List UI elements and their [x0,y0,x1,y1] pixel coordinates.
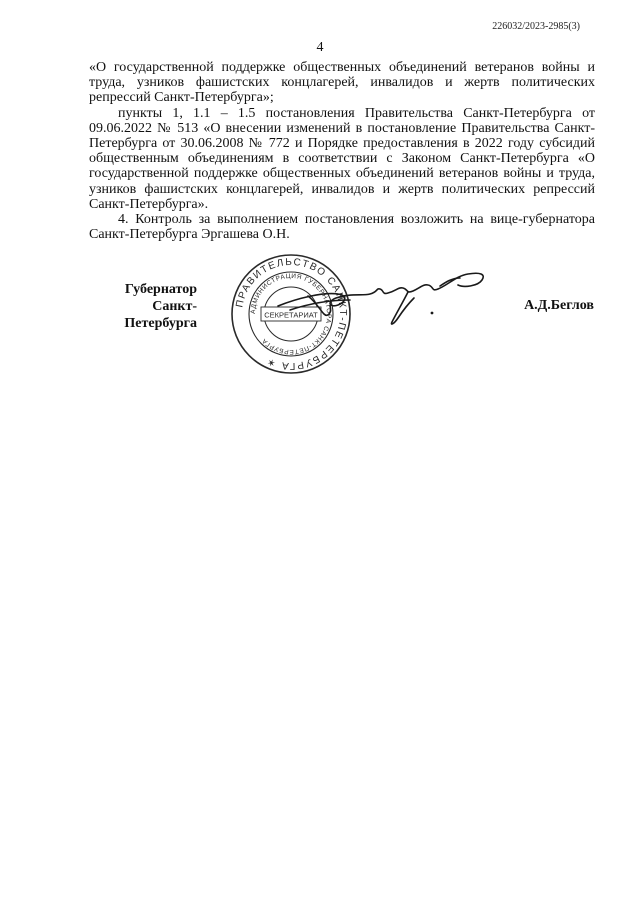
signatory-position-line-1: Губернатор [124,282,197,297]
document-registration-number: 226032/2023-2985(3) [492,21,580,32]
signatory-position [89,281,197,332]
document-body [89,60,595,242]
svg-text:ПРАВИТЕЛЬСТВО САНКТ-ПЕТЕРБУРГА: ПРАВИТЕЛЬСТВО САНКТ-ПЕТЕРБУРГА ✶ [234,256,349,372]
paragraph-repealed-points: пункты 1, 1.1 – 1.5 постановления Правительства Санкт-Петербурга от 09.06.2022 № 513 «О внесении изменений в постановление Правительства Санкт-Петербурга от 30.06.2008 № 772 и Порядке предоставления в 2022 году субсидий общественным объединениям в соответствии с Законом Санкт-Петербурга «О государственной поддержке общественных объединений ветеранов войны и труда, узников фашистских концлагерей, инвалидов и жертв политических репрессий Санкт-Петербурга». [89,105,595,212]
svg-text:СЕКРЕТАРИАТ: СЕКРЕТАРИАТ [264,310,318,320]
page-number: 4 [316,40,324,55]
signatory-position-line-2: Санкт-Петербурга [124,299,197,331]
svg-text:АДМИНИСТРАЦИЯ ГУБЕРНАТОРА САНК: АДМИНИСТРАЦИЯ ГУБЕРНАТОРА САНКТ-ПЕТЕРБУРГА [249,272,333,356]
paragraph-control-clause: 4. Контроль за выполнением постановления возложить на вице-губернатора Санкт-Петербурга Эргашева О.Н. [89,212,595,243]
handwritten-signature [268,258,498,338]
signatory-name: А.Д.Беглов [524,298,594,313]
paragraph-law-title-continuation: «О государственной поддержке общественных объединений ветеранов войны и труда, узников фашистских концлагерей, инвалидов и жертв политических репрессий Санкт-Петербурга»; [89,60,595,106]
